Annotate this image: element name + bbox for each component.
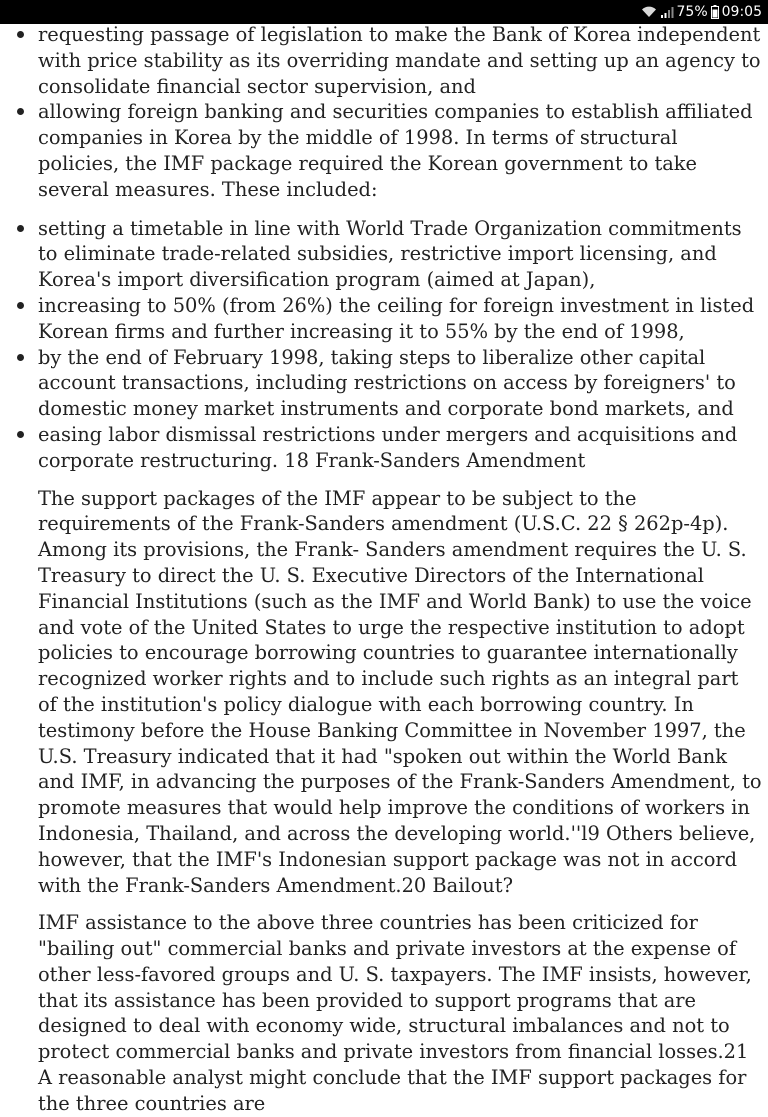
- wifi-icon: [641, 6, 657, 18]
- document-content: [0, 24, 768, 1117]
- list-item: by the end of February 1998, taking steps to liberalize other capital account transactions, including restrictions on access by foreigners' to domestic money market instruments and corporate bond markets, and: [0, 345, 768, 422]
- clock: 09:05: [721, 4, 762, 20]
- signal-icon: [660, 6, 674, 18]
- status-bar: [0, 0, 768, 24]
- battery-percent: 75%: [676, 4, 708, 20]
- paragraph: IMF assistance to the above three countries has been criticized for "bailing out" commercial banks and private investors at the expense of other less-favored groups and U. S. taxpayers. The IMF insists, however, that its assistance has been provided to support programs that are designed to deal with economy wide, structural imbalances and not to protect commercial banks and private investors from financial losses.21 A reasonable analyst might conclude that the IMF support packages for the three countries are: [38, 911, 752, 1115]
- bullet-list: [0, 22, 768, 203]
- list-item: allowing foreign banking and securities companies to establish affiliated companies in Korea by the middle of 1998. In terms of structural policies, the IMF package required the Korean government to take several measures. These included:: [0, 99, 768, 202]
- list-item: requesting passage of legislation to make the Bank of Korea independent with price stability as its overriding mandate and setting up an agency to consolidate financial sector supervision, and: [0, 22, 768, 99]
- list-item: increasing to 50% (from 26%) the ceiling for foreign investment in listed Korean firms and further increasing it to 55% by the end of 1998,: [0, 293, 768, 345]
- paragraph: The support packages of the IMF appear to be subject to the requirements of the Frank-Sanders amendment (U.S.C. 22 § 262p-4p). Among its provisions, the Frank- Sanders amendment requires the U. S. Treasury to direct the U. S. Executive Directors of the International Financial Institutions (such as the IMF and World Bank) to use the voice and vote of the United States to urge the respective institution to adopt policies to encourage borrowing countries to guarantee internationally recognized worker rights and to include such rights as an integral part of the institution's policy dialogue with each borrowing country. In testimony before the House Banking Committee in November 1997, the U.S. Treasury indicated that it had "spoken out within the World Bank and IMF, in advancing the purposes of the Frank-Sanders Amendment, to promote measures that would help improve the conditions of workers in Indonesia, Thailand, and across the developing world.''l9 Others believe, however, that the IMF's Indonesian support package was not in accord with the Frank-Sanders Amendment.20 Bailout?: [38, 486, 762, 897]
- battery-icon: [711, 5, 719, 19]
- bullet-list: [0, 216, 768, 474]
- list-item: setting a timetable in line with World Trade Organization commitments to eliminate trade-related subsidies, restrictive import licensing, and Korea's import diversification program (aimed at Japan),: [0, 216, 768, 293]
- list-item: easing labor dismissal restrictions under mergers and acquisitions and corporate restructuring. 18 Frank-Sanders Amendment: [0, 422, 768, 474]
